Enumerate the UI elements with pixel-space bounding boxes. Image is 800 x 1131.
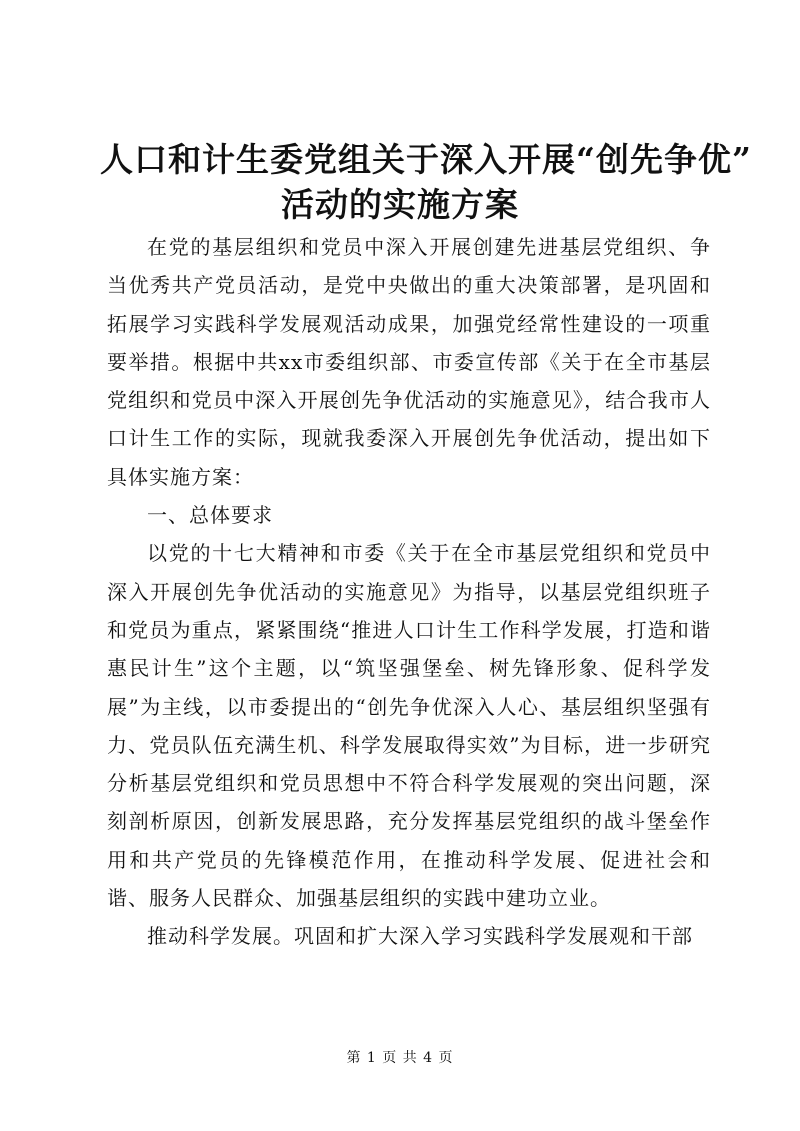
promote-development-paragraph: 推动科学发展。巩固和扩大深入学习实践科学发展观和干部 xyxy=(147,924,693,949)
general-requirements-paragraph: 以党的十七大精神和市委《关于在全市基层党组织和党员中深入开展创先争优活动的实施意见》为指导，以基层党组织班子和党员为重点，紧紧围绕“推进人口计生工作科学发展，打造和谐惠民计生”这个主题，以“筑坚强堡垒、树先锋形象、促科学发展”为主线，以市委提出的“创先争优深入人心、基层组织坚强有力、党员队伍充满生机、科学发展取得实效”为目标，进一步研究分析基层党组织和党员思想中不符合科学发展观的突出问题，深刻剖析原因，创新发展思路，充分发挥基层党组织的战斗堡垒作用和共产党员的先锋模范作用，在推动科学发展、促进社会和谐、服务人民群众、加强基层组织的实践中建功立业。 xyxy=(107,541,711,911)
section-heading-general-requirements: 一、总体要求 xyxy=(147,503,273,528)
page-number-footer: 第 1 页 共 4 页 xyxy=(346,1050,454,1066)
document-title-line-2: 活动的实施方案 xyxy=(281,185,519,224)
document-title-line-1: 人口和计生委党组关于深入开展“创先争优” xyxy=(100,140,752,179)
document-body xyxy=(107,228,711,956)
intro-paragraph: 在党的基层组织和党员中深入开展创建先进基层党组织、争当优秀共产党员活动，是党中央做出的重大决策部署，是巩固和拓展学习实践科学发展观活动成果，加强党经常性建设的一项重要举措。根据中共xx市委组织部、市委宣传部《关于在全市基层党组织和党员中深入开展创先争优活动的实施意见》，结合我市人口计生工作的实际，现就我委深入开展创先争优活动，提出如下具体实施方案： xyxy=(107,235,711,489)
